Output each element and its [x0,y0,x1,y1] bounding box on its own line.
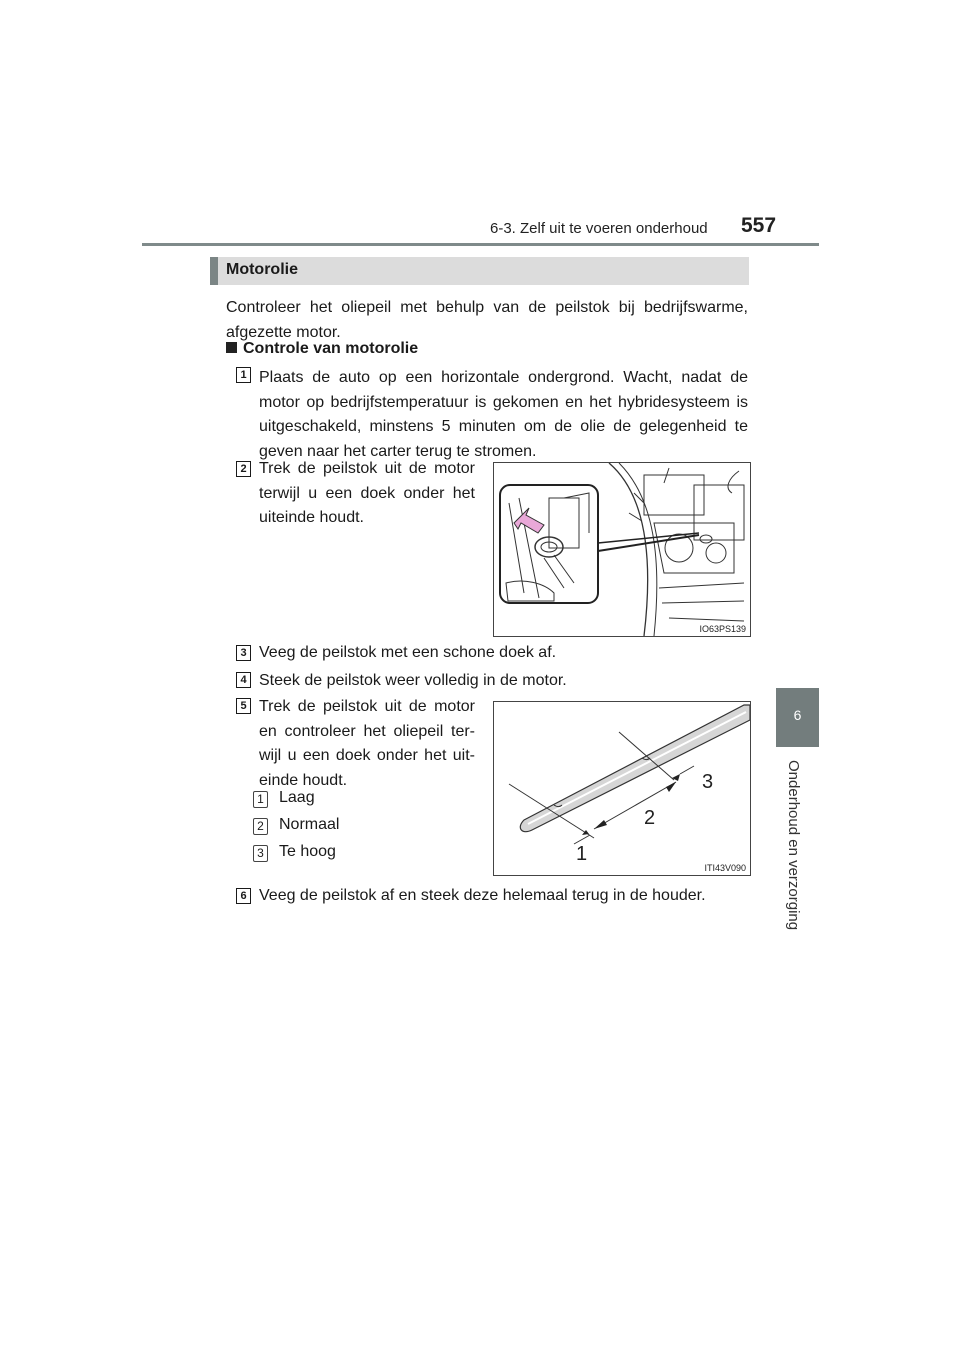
level-label-normal: Normaal [279,816,340,833]
step-6-text: Veeg de peilstok af en steek deze helemaal terug in de houder. [259,887,706,904]
step-badge-3: 3 [236,645,251,661]
step-4-text: Steek de peilstok weer volledig in de motor. [259,672,567,689]
level-label-low: Laag [279,789,315,806]
step-2-text: Trek de peilstok uit de motor terwijl u een doek onder het uiteinde houdt. [259,460,475,526]
dipstick-figure-code: ITI43V090 [704,863,746,873]
engine-bay-illustration [493,462,751,637]
dipstick-drawing [494,702,750,875]
square-bullet-icon [226,342,237,353]
step-badge-5: 5 [236,698,251,714]
step-3-text: Veeg de peilstok met een schone doek af. [259,644,557,661]
subheading [226,340,418,358]
level-number-2: 2 [253,818,268,835]
engine-bay-drawing [494,463,750,636]
chapter-number: 6 [793,707,802,723]
level-number-3: 3 [253,845,268,862]
level-number-1: 1 [253,791,268,808]
step-badge-4: 4 [236,672,251,688]
dipstick-callout-3: 3 [702,771,714,793]
intro-paragraph: Controleer het oliepeil met behulp van de peilstok bij bedrijfswarme, afgezette motor. [226,299,748,341]
step-5-text: Trek de peilstok uit de motor en controleer het oliepeil ter-wijl u een doek onder het uit-einde houdt. [259,698,475,789]
section-accent [210,257,218,285]
step-badge-6: 6 [236,888,251,904]
header-divider [142,243,819,246]
header-section-title: 6-3. Zelf uit te voeren onderhoud [490,220,708,237]
dipstick-illustration [493,701,751,876]
engine-figure-code: IO63PS139 [699,624,746,634]
step-badge-1: 1 [236,367,251,383]
section-header-bar [210,257,749,285]
section-title: Motorolie [226,261,298,278]
dipstick-callout-1: 1 [576,843,588,865]
level-label-too-high: Te hoog [279,843,336,860]
page-number: 557 [741,214,777,237]
step-1-text: Plaats de auto op een horizontale ondergrond. Wacht, nadat de motor op bedrijfstemperatuur is gekomen en het hybridesysteem is uitgeschakeld, minstens 5 minuten om de olie de gelegenheid te geven naar het carter terug te stromen. [259,369,748,460]
dipstick-callout-2: 2 [644,807,656,829]
subheading-text: Controle van motorolie [243,340,419,357]
chapter-title: Onderhoud en verzorging [785,760,802,931]
step-badge-2: 2 [236,461,251,477]
chapter-title-vertical [785,760,809,960]
